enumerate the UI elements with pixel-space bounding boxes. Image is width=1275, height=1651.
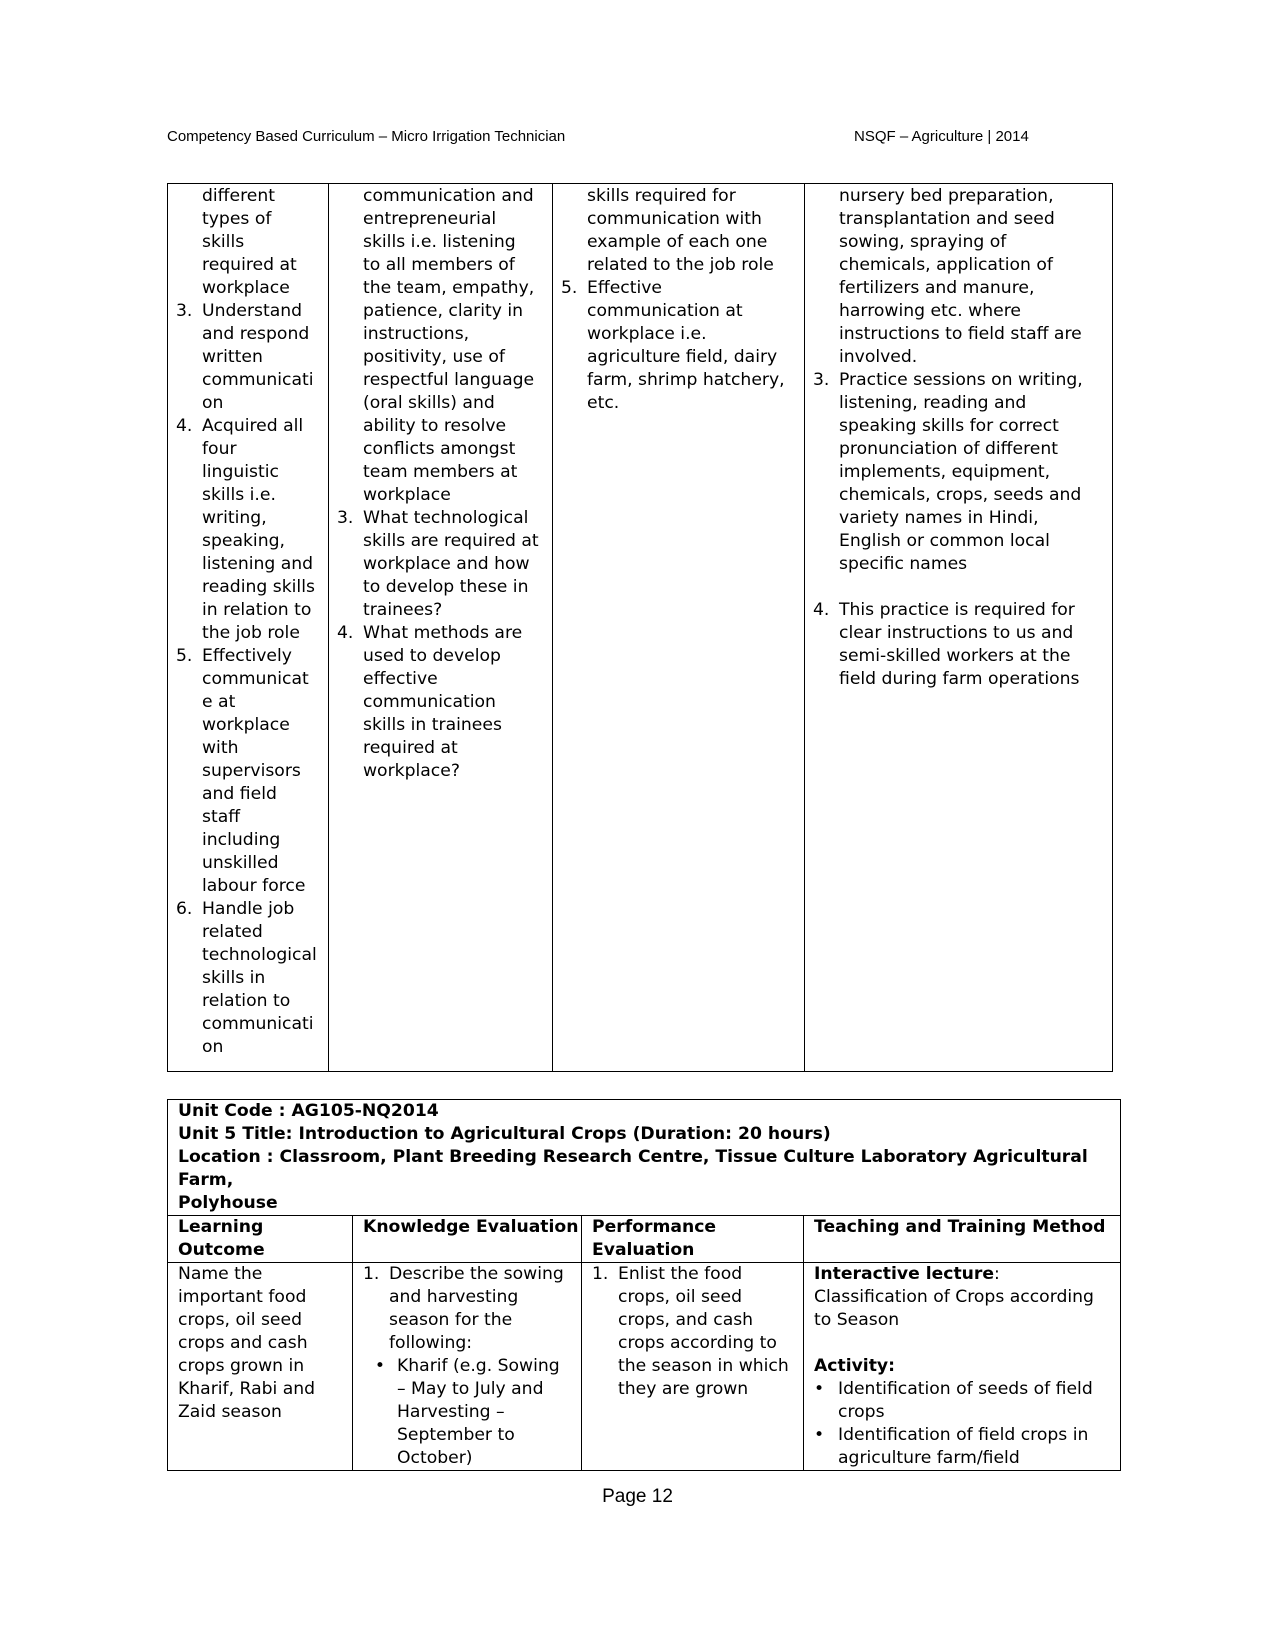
cell-line: labour force [202, 876, 306, 896]
cell-line: chemicals, crops, seeds and [839, 485, 1082, 505]
cell-line: crops and cash [178, 1333, 308, 1353]
cell-line: communicati [202, 1014, 314, 1034]
cell-line: Harvesting – [397, 1402, 505, 1422]
cell-line: What methods are [363, 623, 523, 643]
cell-line: Kharif (e.g. Sowing [397, 1356, 560, 1376]
cell-line: patience, clarity in [363, 301, 524, 321]
cell-line: writing, [202, 508, 267, 528]
cell-line: crops according to [618, 1333, 777, 1353]
learning-outcome-cell [168, 1263, 353, 1471]
cell-line: used to develop [363, 646, 501, 666]
cell-line: on [202, 393, 224, 413]
header-learning-outcome-2: Outcome [178, 1240, 265, 1260]
cell-line: Zaid season [178, 1402, 282, 1422]
unit-table [167, 1099, 1121, 1471]
cell-line: on [202, 1037, 224, 1057]
cell-line: communication and [363, 186, 534, 206]
cell-line: variety names in Hindi, [839, 508, 1039, 528]
cell-line: staff [202, 807, 241, 827]
cell-line: example of each one [587, 232, 768, 252]
teaching-cell [804, 1263, 1121, 1471]
list-number: 4. [176, 416, 193, 436]
cell-line: important food [178, 1287, 307, 1307]
performance-cell [582, 1263, 804, 1471]
list-number: 3. [813, 370, 830, 390]
cell-line: clear instructions to us and [839, 623, 1074, 643]
cell-line: fertilizers and manure, [839, 278, 1035, 298]
cell-line: Understand [202, 301, 303, 321]
col4-cell [805, 184, 1113, 1072]
list-number: 6. [176, 899, 193, 919]
cell-line: following: [389, 1333, 473, 1353]
unit-code: Unit Code : AG105-NQ2014 [178, 1101, 439, 1121]
cell-line: skills required for [587, 186, 736, 206]
cell-line: What technological [363, 508, 529, 528]
list-number: 5. [561, 278, 578, 298]
col1-cell [168, 184, 329, 1072]
unit-title-row [168, 1100, 1121, 1216]
cell-line: the season in which [618, 1356, 789, 1376]
cell-line: Effective [587, 278, 662, 298]
cell-line: respectful language [363, 370, 535, 390]
cell-line: skills i.e. [202, 485, 276, 505]
cell-line: communication [363, 692, 496, 712]
cell-line: different [202, 186, 275, 206]
list-item [337, 507, 552, 622]
list-item [337, 622, 552, 783]
list-number: 3. [337, 508, 354, 528]
cell-line: Identification of seeds of field [838, 1379, 1093, 1399]
cell-line: skills are required at [363, 531, 539, 551]
cell-line: effective [363, 669, 438, 689]
cell-line: crops, oil seed [178, 1310, 302, 1330]
cell-line: the team, empathy, [363, 278, 535, 298]
cell-line: September to [397, 1425, 515, 1445]
cell-line: they are grown [618, 1379, 749, 1399]
list-item [561, 277, 804, 415]
unit-title: Unit 5 Title: Introduction to Agricultural Crops (Duration: 20 hours) [178, 1124, 831, 1144]
cell-line: required at [363, 738, 458, 758]
cell-line: crops, oil seed [618, 1287, 742, 1307]
cell-line: Identification of field crops in [838, 1425, 1089, 1445]
cell-line: technological [202, 945, 317, 965]
cell-line: entrepreneurial [363, 209, 497, 229]
header-sector-year: NSQF – Agriculture | 2014 [854, 128, 1029, 145]
cell-line: unskilled [202, 853, 279, 873]
list-number: 1. [592, 1264, 609, 1284]
cell-line: – May to July and [397, 1379, 544, 1399]
cell-line: the job role [202, 623, 300, 643]
label-colon: : [994, 1264, 1000, 1284]
cell-line: with [202, 738, 239, 758]
header-performance-evaluation-2: Evaluation [592, 1240, 695, 1260]
interactive-lecture-label: Interactive lecture [814, 1264, 995, 1284]
cell-line: nursery bed preparation, [839, 186, 1054, 206]
col3-cell [553, 184, 805, 1072]
cell-line: related to the job role [587, 255, 774, 275]
col2-cell [329, 184, 553, 1072]
cell-line: reading skills [202, 577, 315, 597]
cell-line: ability to resolve [363, 416, 507, 436]
list-number: 4. [813, 600, 830, 620]
cell-line: and field [202, 784, 277, 804]
cell-line: harrowing etc. where [839, 301, 1021, 321]
cell-line: field during farm operations [839, 669, 1080, 689]
cell-line: Classification of Crops according [814, 1287, 1094, 1307]
cell-line: required at [202, 255, 297, 275]
cell-line: communication with [587, 209, 762, 229]
cell-line: linguistic [202, 462, 279, 482]
cell-line: communication at [587, 301, 743, 321]
cell-line: communicati [202, 370, 314, 390]
header-knowledge-evaluation: Knowledge Evaluation [363, 1217, 579, 1237]
cell-line: Describe the sowing [389, 1264, 564, 1284]
cell-line: speaking skills for correct [839, 416, 1059, 436]
cell-line: agriculture field, dairy [587, 347, 778, 367]
header-document-title: Competency Based Curriculum – Micro Irrigation Technician [167, 128, 566, 145]
cell-line: related [202, 922, 263, 942]
cell-line: crops grown in [178, 1356, 305, 1376]
list-item [813, 369, 1112, 576]
cell-line: workplace? [363, 761, 460, 781]
cell-line: crops [838, 1402, 885, 1422]
cell-line: (oral skills) and [363, 393, 495, 413]
cell-line: including [202, 830, 281, 850]
cell-line: workplace and how [363, 554, 530, 574]
header-performance-evaluation-1: Performance [592, 1217, 717, 1237]
table-row [168, 184, 1113, 1072]
cell-line: instructions to field staff are [839, 324, 1082, 344]
bullet-icon: • [814, 1379, 825, 1399]
cell-line: skills in [202, 968, 266, 988]
cell-line: conflicts amongst [363, 439, 516, 459]
bullet-icon: • [814, 1425, 825, 1445]
cell-line: four [202, 439, 237, 459]
cell-line: instructions, [363, 324, 470, 344]
cell-line: Enlist the food [618, 1264, 743, 1284]
cell-line: workplace [363, 485, 451, 505]
cell-line: agriculture farm/field [838, 1448, 1020, 1468]
cell-line: chemicals, application of [839, 255, 1053, 275]
cell-line: workplace [202, 715, 290, 735]
cell-line: types of [202, 209, 272, 229]
cell-line: skills i.e. listening [363, 232, 516, 252]
cell-line: skills [202, 232, 245, 252]
cell-line: communicat [202, 669, 309, 689]
cell-line: supervisors [202, 761, 301, 781]
cell-line: speaking, [202, 531, 285, 551]
knowledge-cell [353, 1263, 582, 1471]
cell-line: Handle job [202, 899, 295, 919]
page-number: Page 12 [602, 1486, 673, 1507]
header-learning-outcome-1: Learning [178, 1217, 264, 1237]
cell-line: farm, shrimp hatchery, [587, 370, 785, 390]
cell-line: written [202, 347, 263, 367]
list-item [176, 415, 328, 645]
table-row [168, 1263, 1121, 1471]
cell-line: workplace [202, 278, 290, 298]
list-item [813, 599, 1112, 691]
cell-line: Name the [178, 1264, 263, 1284]
cell-line: semi-skilled workers at the [839, 646, 1071, 666]
cell-line: workplace i.e. [587, 324, 707, 344]
list-number: 3. [176, 301, 193, 321]
cell-line: English or common local [839, 531, 1050, 551]
cell-line: Acquired all [202, 416, 304, 436]
cell-line: in relation to [202, 600, 312, 620]
cell-line: October) [397, 1448, 473, 1468]
cell-line: Practice sessions on writing, [839, 370, 1083, 390]
list-number: 5. [176, 646, 193, 666]
cell-line: and harvesting [389, 1287, 519, 1307]
unit-location-line-2: Polyhouse [178, 1193, 278, 1213]
activity-label: Activity: [814, 1356, 895, 1376]
cell-line: and respond [202, 324, 310, 344]
cell-line: skills in trainees [363, 715, 502, 735]
cell-line: trainees? [363, 600, 443, 620]
bullet-icon: • [374, 1356, 386, 1376]
cell-line: This practice is required for [839, 600, 1075, 620]
list-item [176, 300, 328, 415]
continuation-table [167, 183, 1113, 1072]
cell-line: listening, reading and [839, 393, 1027, 413]
cell-line: Kharif, Rabi and [178, 1379, 316, 1399]
cell-line: specific names [839, 554, 968, 574]
header-teaching-method: Teaching and Training Method [814, 1217, 1106, 1237]
cell-line: team members at [363, 462, 518, 482]
unit-location-line-1: Location : Classroom, Plant Breeding Research Centre, Tissue Culture Laboratory Agricultural Farm, [178, 1147, 1088, 1190]
cell-line: e at [202, 692, 236, 712]
cell-line: implements, equipment, [839, 462, 1051, 482]
cell-line: pronunciation of different [839, 439, 1058, 459]
cell-line: Effectively [202, 646, 292, 666]
list-item [176, 898, 328, 1059]
cell-line: to develop these in [363, 577, 529, 597]
cell-line: to Season [814, 1310, 900, 1330]
cell-line: sowing, spraying of [839, 232, 1007, 252]
cell-line: relation to [202, 991, 291, 1011]
cell-line: transplantation and seed [839, 209, 1055, 229]
cell-line: listening and [202, 554, 314, 574]
cell-line: to all members of [363, 255, 515, 275]
list-item [176, 645, 328, 898]
cell-line: positivity, use of [363, 347, 505, 367]
cell-line: season for the [389, 1310, 513, 1330]
list-number: 1. [363, 1264, 380, 1284]
cell-line: involved. [839, 347, 918, 367]
cell-line: etc. [587, 393, 620, 413]
header-row [168, 1216, 1121, 1263]
list-number: 4. [337, 623, 354, 643]
cell-line: crops, and cash [618, 1310, 754, 1330]
